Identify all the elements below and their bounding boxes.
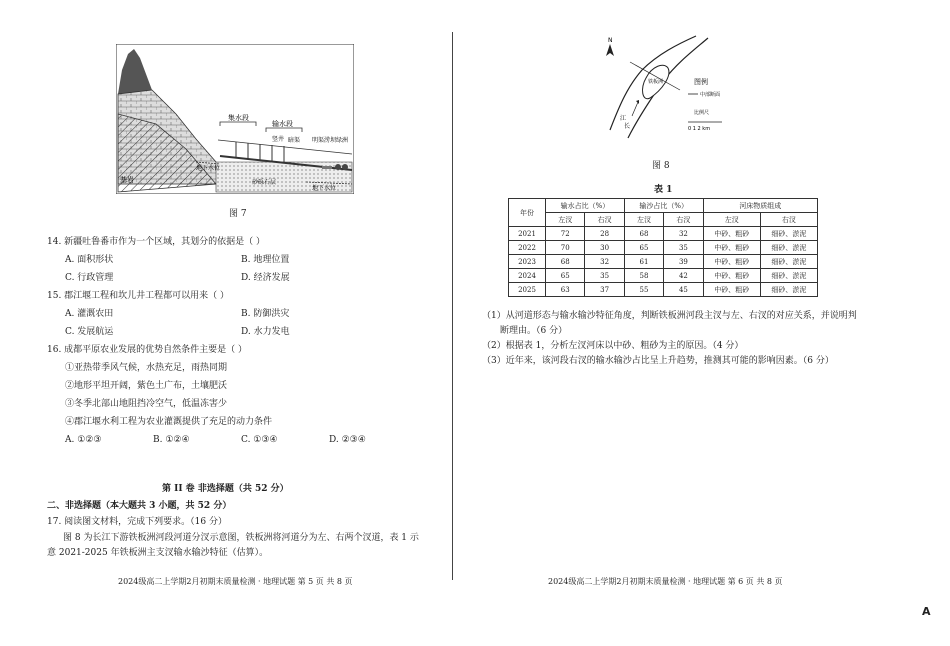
table-cell: 2022: [509, 241, 546, 255]
label-collect: 集水段: [228, 114, 249, 122]
label-groundwater-2: 地下水位: [312, 185, 337, 192]
figure-8-river-map: [598, 34, 768, 144]
table-cell: 32: [585, 255, 624, 269]
sub-header: 左汊: [703, 213, 760, 227]
table-cell: 细砂、淤泥: [760, 241, 817, 255]
table-cell: 37: [585, 283, 624, 297]
legend-title: 图例: [694, 78, 708, 86]
island-label: 铁板洲: [648, 79, 664, 85]
table-header-bed: 河床物质组成: [703, 199, 817, 213]
question-15: 15. 郡江堰工程和坎儿井工程都可以用来（ ）: [47, 291, 230, 301]
q15-option-b: B. 防御洪灾: [241, 309, 290, 319]
label-bedrock: 基岩: [120, 176, 134, 184]
label-gravel: 砂砾石层: [252, 179, 277, 186]
label-dark: 暗渠: [288, 137, 301, 144]
q16-item-3: ③冬季北部山地阻挡冷空气，低温冻害少: [65, 399, 228, 409]
question-17: 17. 阅读图文材料，完成下列要求。（16 分）: [47, 517, 227, 527]
table-row: [509, 241, 818, 255]
q17-material-line-1: 图 8 为长江下游铁板洲河段河道分汊示意图，铁板洲将河道分为左、右两个汊道，表 1 示: [63, 533, 419, 543]
table-cell: 细砂、淤泥: [760, 255, 817, 269]
table-cell: 55: [624, 283, 663, 297]
river-label-2: 长: [624, 123, 631, 130]
q15-option-a: A. 灌溉农田: [65, 309, 114, 319]
q16-item-2: ②地形平坦开阔，紫色土广布，土壤肥沃: [65, 381, 228, 391]
table-row: [509, 283, 818, 297]
q15-option-d: D. 水力发电: [241, 327, 290, 337]
table-cell: 35: [664, 241, 703, 255]
sub-header: 右汊: [664, 213, 703, 227]
table-row: [509, 255, 818, 269]
river-label: 江: [620, 115, 627, 122]
sub-question-3: （3）近年来，该河段右汊的输水输沙占比呈上升趋势，推测其可能的影响因素。（6 分）: [482, 356, 834, 366]
figure-8-caption: 图 8: [652, 161, 670, 171]
scale-label: 0 1 2 km: [688, 126, 711, 132]
table-1-title: 表 1: [654, 185, 673, 195]
table-cell: 2024: [509, 269, 546, 283]
sub-question-1-line-2: 断理由。（6 分）: [500, 326, 568, 336]
table-cell: 68: [624, 227, 663, 241]
table-row: [509, 227, 818, 241]
table-cell: 中砂、粗砂: [703, 241, 760, 255]
right-page-footer: 2024级高二上学期2月初期末质量检测 · 地理试题 第 6 页 共 8 页: [548, 577, 783, 586]
sub-header: 左汊: [624, 213, 663, 227]
sub-question-1-line-1: （1）从河道形态与输水输沙特征角度，判断铁板洲河段主汊与左、右汊的对应关系，并说明判: [482, 311, 857, 321]
table-cell: 30: [585, 241, 624, 255]
label-transport: 输水段: [272, 120, 293, 128]
page-divider: [452, 32, 453, 580]
table-cell: 65: [546, 269, 585, 283]
table-cell: 中砂、粗砂: [703, 269, 760, 283]
q16-option-b: B. ①②④: [153, 435, 190, 445]
table-cell: 2023: [509, 255, 546, 269]
sub-header: 左汊: [546, 213, 585, 227]
table-header-water: 输水占比（%）: [546, 199, 625, 213]
q16-option-a: A. ①②③: [65, 435, 102, 445]
table-cell: 68: [546, 255, 585, 269]
left-page-footer: 2024级高二上学期2月初期末质量检测 · 地理试题 第 5 页 共 8 页: [118, 577, 353, 586]
table-cell: 中砂、粗砂: [703, 255, 760, 269]
section-2-heading: 二、非选择题（本大题共 3 小题，共 52 分）: [47, 501, 232, 511]
table-cell: 32: [664, 227, 703, 241]
q14-option-a: A. 面积形状: [65, 255, 114, 265]
svg-text:N: N: [608, 37, 613, 44]
table-cell: 63: [546, 283, 585, 297]
label-shaft: 竖井: [272, 136, 285, 143]
label-oasis: 绿洲: [336, 137, 349, 144]
part-2-title: 第 II 卷 非选择题（共 52 分）: [162, 484, 289, 494]
figure-7-karez-diagram: [116, 44, 354, 194]
table-cell: 细砂、淤泥: [760, 269, 817, 283]
corner-mark: A: [922, 605, 931, 618]
sub-header: 右汊: [585, 213, 624, 227]
scale-title: 比例尺: [694, 110, 710, 116]
table-header-year: 年份: [509, 199, 546, 227]
table-cell: 72: [546, 227, 585, 241]
q14-option-d: D. 经济发展: [241, 273, 290, 283]
question-16: 16. 成都平原农业发展的优势自然条件主要是（ ）: [47, 345, 248, 355]
q16-item-1: ①亚热带季风气候，水热充足，雨热同期: [65, 363, 228, 373]
table-cell: 2025: [509, 283, 546, 297]
table-cell: 中砂、粗砂: [703, 283, 760, 297]
sub-question-2: （2）根据表 1，分析左汊河床以中砂、粗砂为主的原因。（4 分）: [482, 341, 744, 351]
q16-item-4: ④郡江堰水利工程为农业灌溉提供了充足的动力条件: [65, 417, 273, 427]
q17-material-line-2: 意 2021-2025 年铁板洲主支汊输水输沙特征（估算）。: [47, 548, 269, 558]
table-cell: 35: [585, 269, 624, 283]
table-cell: 42: [664, 269, 703, 283]
table-cell: 65: [624, 241, 663, 255]
label-open: 明渠: [312, 137, 325, 144]
table-cell: 中砂、粗砂: [703, 227, 760, 241]
q14-option-b: B. 地理位置: [241, 255, 290, 265]
table-cell: 细砂、淤泥: [760, 227, 817, 241]
figure-7-caption: 图 7: [229, 209, 247, 219]
legend-section-label: 中部断面: [700, 92, 721, 98]
q16-option-c: C. ①③④: [241, 435, 278, 445]
label-groundwater-1: 地下水位: [196, 165, 221, 172]
table-1: [508, 198, 818, 297]
table-cell: 45: [664, 283, 703, 297]
table-cell: 2021: [509, 227, 546, 241]
table-cell: 70: [546, 241, 585, 255]
label-pond: 涝坝: [324, 137, 337, 144]
table-cell: 28: [585, 227, 624, 241]
table-header-sediment: 输沙占比（%）: [624, 199, 703, 213]
table-cell: 58: [624, 269, 663, 283]
q14-option-c: C. 行政管理: [65, 273, 114, 283]
q16-option-d: D. ②③④: [329, 435, 366, 445]
table-cell: 细砂、淤泥: [760, 283, 817, 297]
sub-header: 右汊: [760, 213, 817, 227]
table-cell: 61: [624, 255, 663, 269]
question-14: 14. 新疆吐鲁番市作为一个区域，其划分的依据是（ ）: [47, 237, 266, 247]
table-row: [509, 269, 818, 283]
q15-option-c: C. 发展航运: [65, 327, 114, 337]
north-arrow-icon: [606, 37, 614, 56]
table-cell: 39: [664, 255, 703, 269]
